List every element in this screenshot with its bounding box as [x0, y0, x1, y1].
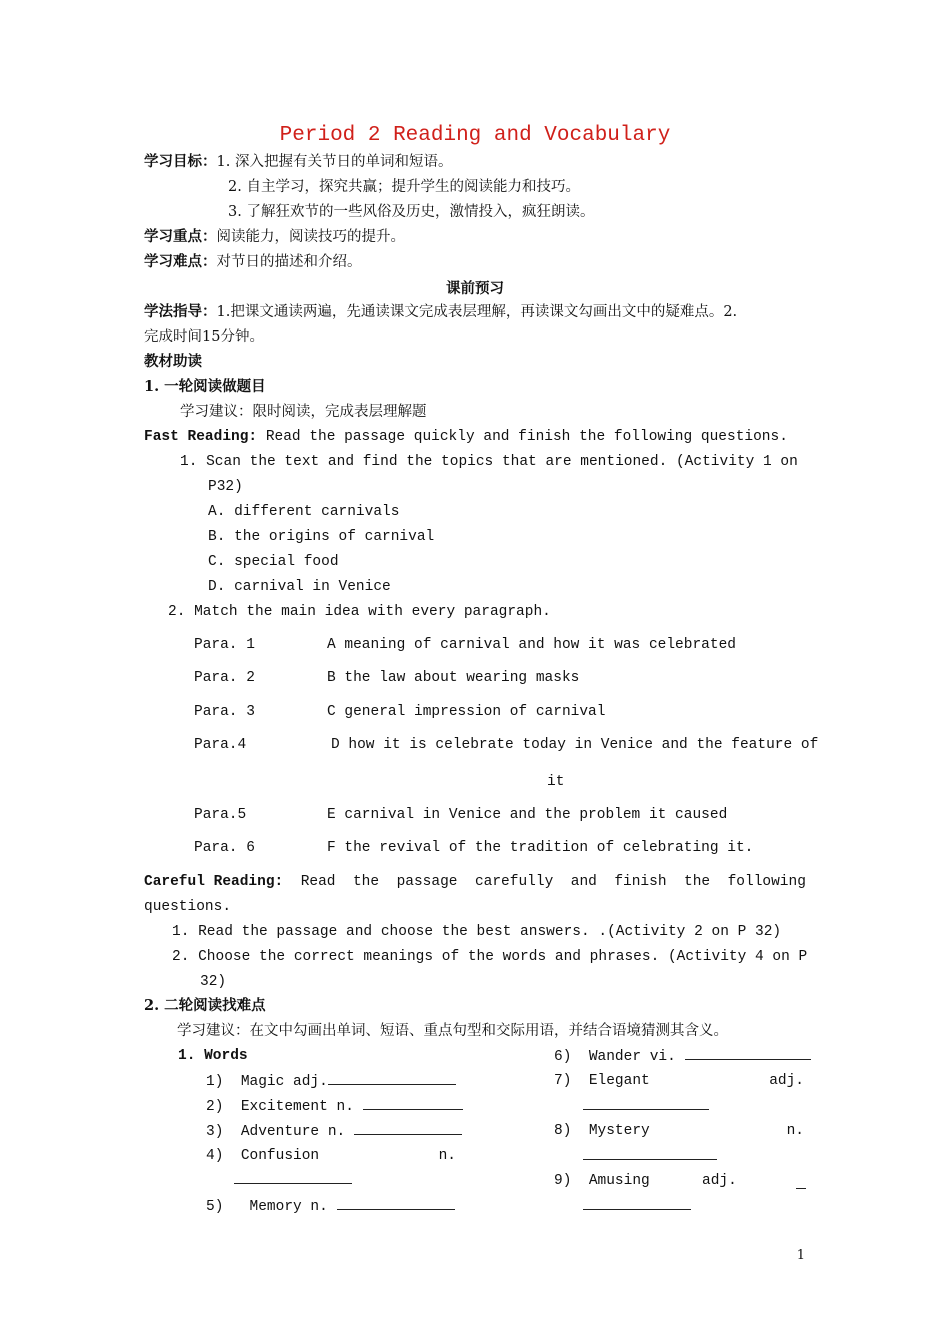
careful-reading-cont: questions.: [144, 899, 232, 915]
answer-blank[interactable]: [337, 1196, 455, 1210]
match-para: Para. 1: [194, 637, 255, 653]
match-idea: A meaning of carnival and how it was celebrated: [327, 637, 736, 653]
word-pos: adj.: [702, 1173, 737, 1189]
key-points-text: 阅读能力，阅读技巧的提升。: [216, 229, 405, 245]
key-points-row: [144, 227, 405, 247]
method-text-cont: 完成时间15分钟。: [144, 329, 264, 345]
match-para: Para. 3: [194, 704, 255, 720]
objective-item: 1. 深入把握有关节日的单词和短语。: [216, 154, 453, 170]
word-num: 8): [554, 1123, 572, 1139]
word-item: [206, 1121, 462, 1142]
section-preview-heading: 课前预习: [446, 280, 504, 297]
match-idea: B the law about wearing masks: [327, 670, 580, 686]
match-para: Para.5: [194, 807, 247, 823]
word-pos: adj.: [769, 1073, 804, 1089]
fast-reading-row: [144, 427, 788, 447]
answer-blank[interactable]: [234, 1170, 352, 1184]
round2-advice: 学习建议：在文中勾画出单词、短语、重点句型和交际用语，并结合语境猜测其含义。: [177, 1023, 728, 1039]
round2-heading: 2. 二轮阅读找难点: [144, 997, 266, 1014]
careful-word: following: [727, 874, 806, 890]
answer-row: [583, 1146, 717, 1166]
careful-word: the: [684, 874, 711, 890]
match-idea: E carnival in Venice and the problem it caused: [327, 807, 728, 823]
page-number: 1: [796, 1248, 805, 1263]
match-idea-cont: it: [547, 774, 565, 790]
careful-reading-row: [144, 872, 806, 892]
word-num: 6): [554, 1049, 572, 1065]
word-item: [206, 1096, 463, 1117]
objective-item: 3. 了解狂欢节的一些风俗及历史，激情投入，疯狂朗读。: [228, 204, 595, 220]
textbook-help-heading: 教材助读: [144, 353, 202, 370]
word-text: Confusion: [240, 1148, 320, 1164]
answer-blank[interactable]: [583, 1146, 717, 1160]
word-pos: n.: [438, 1148, 456, 1164]
word-num: 5): [206, 1199, 224, 1215]
word-num: 2): [206, 1099, 224, 1115]
match-idea: C general impression of carnival: [327, 704, 606, 720]
word-text: Amusing: [588, 1173, 650, 1189]
careful-question-2-cont: 32): [200, 974, 227, 990]
answer-blank[interactable]: [685, 1046, 811, 1060]
word-item: [554, 1071, 804, 1091]
method-text: 1.把课文通读两遍，先通读课文完成表层理解，再读课文勾画出文中的疑难点。2.: [216, 304, 738, 320]
match-para: Para.4: [194, 737, 247, 753]
difficulties-text: 对节日的描述和介绍。: [216, 254, 362, 270]
question-2: 2. Match the main idea with every paragraph.: [168, 604, 551, 620]
round1-advice: 学习建议：限时阅读，完成表层理解题: [180, 404, 427, 420]
answer-blank[interactable]: [583, 1196, 691, 1210]
difficulties-row: [144, 252, 362, 272]
careful-reading-label: Careful Reading:: [144, 874, 284, 890]
careful-word: the: [352, 874, 380, 890]
fast-reading-label: Fast Reading:: [144, 429, 258, 445]
key-points-label: 学习重点：: [144, 228, 217, 245]
words-heading: 1. Words: [178, 1048, 248, 1064]
word-pos: n.: [786, 1123, 804, 1139]
objectives-row-1: [144, 152, 452, 172]
match-para: Para. 6: [194, 840, 255, 856]
word-num: 9): [554, 1173, 572, 1189]
word-num: 7): [554, 1073, 572, 1089]
word-item: [554, 1046, 811, 1067]
word-num: 3): [206, 1124, 224, 1140]
question-1-cont: P32): [208, 479, 243, 495]
fast-reading-text: Read the passage quickly and finish the following questions.: [257, 429, 788, 445]
word-item: [554, 1121, 804, 1141]
option-item: B. the origins of carnival: [208, 529, 435, 545]
objective-item: 2. 自主学习，探究共赢；提升学生的阅读能力和技巧。: [228, 179, 580, 195]
option-item: D. carnival in Venice: [208, 579, 391, 595]
answer-blank[interactable]: [796, 1175, 806, 1189]
careful-word: and: [570, 874, 597, 890]
careful-word: carefully: [474, 874, 554, 890]
word-item: [206, 1196, 455, 1217]
careful-word: passage: [396, 874, 458, 890]
careful-question-2: 2. Choose the correct meanings of the words and phrases. (Activity 4 on P: [172, 949, 808, 965]
word-item: [554, 1171, 808, 1191]
answer-blank[interactable]: [354, 1121, 462, 1135]
method-row: [144, 302, 737, 322]
word-text: Mystery: [588, 1123, 650, 1139]
word-num: 1): [206, 1074, 224, 1090]
option-item: A. different carnivals: [208, 504, 400, 520]
round1-heading: 1. 一轮阅读做题目: [144, 378, 266, 395]
difficulties-label: 学习难点：: [144, 253, 217, 270]
word-item: [206, 1071, 456, 1092]
answer-blank[interactable]: [583, 1096, 709, 1110]
word-text: Wander vi.: [588, 1049, 676, 1065]
answer-row: [234, 1170, 352, 1190]
answer-blank[interactable]: [328, 1071, 456, 1085]
option-item: C. special food: [208, 554, 339, 570]
answer-row: [583, 1096, 709, 1116]
match-idea: F the revival of the tradition of celebrating it.: [327, 840, 754, 856]
word-text: Adventure n.: [240, 1124, 346, 1140]
answer-row: [583, 1196, 691, 1216]
word-text: Magic adj.: [240, 1074, 328, 1090]
page-title: Period 2 Reading and Vocabulary: [279, 124, 671, 147]
word-item: [206, 1146, 456, 1166]
question-1: 1. Scan the text and find the topics that are mentioned. (Activity 1 on: [180, 454, 798, 470]
careful-word: Read: [300, 874, 336, 890]
word-text: Elegant: [588, 1073, 650, 1089]
answer-blank[interactable]: [363, 1096, 463, 1110]
method-label: 学法指导：: [144, 303, 217, 320]
word-text: Excitement n.: [240, 1099, 354, 1115]
careful-word: finish: [614, 874, 667, 890]
match-idea: D how it is celebrate today in Venice and the feature of: [331, 737, 819, 753]
match-para: Para. 2: [194, 670, 255, 686]
word-text: Memory n.: [249, 1199, 328, 1215]
careful-question-1: 1. Read the passage and choose the best answers. .(Activity 2 on P 32): [172, 924, 782, 940]
word-num: 4): [206, 1148, 224, 1164]
objectives-label: 学习目标：: [144, 153, 217, 170]
